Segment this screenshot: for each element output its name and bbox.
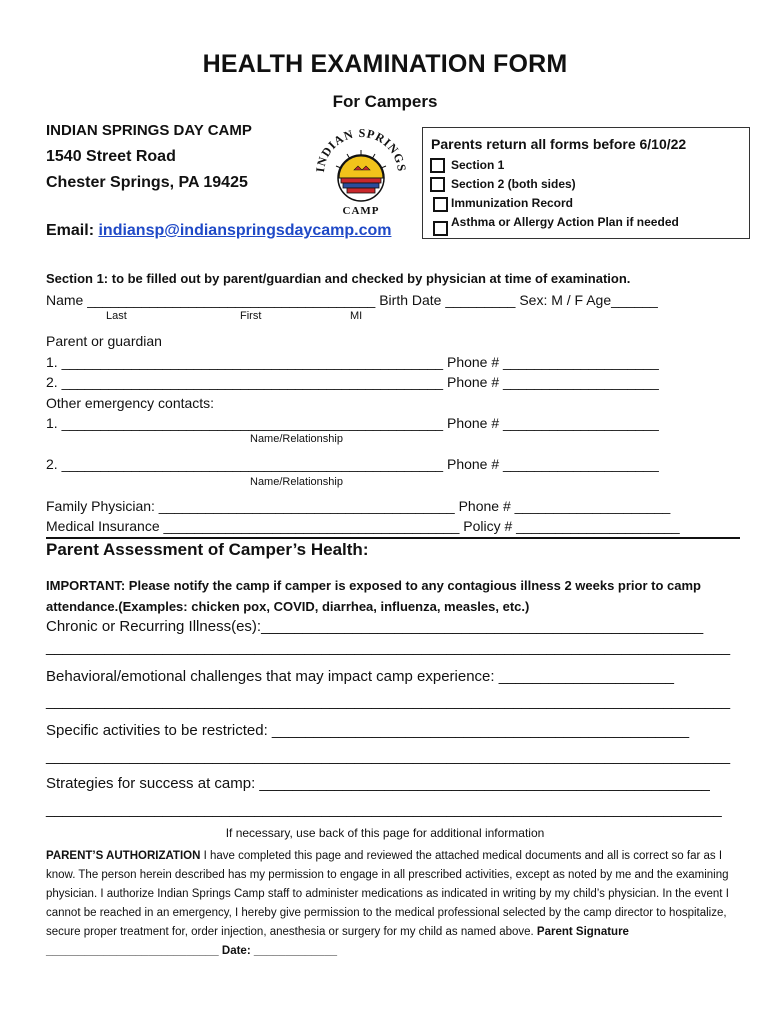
address-line-1: 1540 Street Road xyxy=(46,148,176,165)
additional-info-note: If necessary, use back of this page for additional information xyxy=(225,826,545,840)
camp-name: INDIAN SPRINGS DAY CAMP xyxy=(46,122,252,139)
assessment-heading: Parent Assessment of Camper’s Health: xyxy=(46,540,369,559)
camp-logo xyxy=(314,122,408,222)
parent1-field[interactable]: 1. _________________________________________________ Phone # ____________________ xyxy=(46,354,659,370)
authorization-text: I have completed this page and reviewed the attached medical documents and all is correct so far as I know. The person herein described has my permission to engage in all prescribed activities, except as noted by me and the examining physician. I authorize Indian Springs Camp staff to administer medications as indicated in writing by my child’s physician. In the event I cannot be reached in an emergency, I hereby give permission to the medical professional selected by the camp director to hospitalize, secure proper treatment for, order injection, anesthesia or surgery for my child as named above. xyxy=(46,850,729,938)
contact1-field[interactable]: 1. _________________________________________________ Phone # ____________________ xyxy=(46,415,659,431)
contact2-sublabel: Name/Relationship xyxy=(250,476,343,488)
contact2-field[interactable]: 2. _________________________________________________ Phone # ____________________ xyxy=(46,456,659,472)
immunization-checkbox[interactable] xyxy=(433,197,448,212)
important-notice: IMPORTANT: Please notify the camp if camper is exposed to any contagious illness 2 weeks prior to camp attendance.(Examples: chicken pox, COVID, diarrhea, influenza, measles, etc.) xyxy=(46,578,701,614)
section1-heading: Section 1: to be filled out by parent/guardian and checked by physician at time of examination. xyxy=(46,271,631,286)
email-row xyxy=(46,222,391,240)
strategies-field[interactable]: Strategies for success at camp: ______________________________________________________ xyxy=(46,775,710,792)
form-subtitle: For Campers xyxy=(332,92,438,111)
name-field[interactable]: Name _____________________________________ Birth Date _________ Sex: M / F Age______ xyxy=(46,292,658,308)
section2-checkbox-label: Section 2 (both sides) xyxy=(451,177,576,191)
form-title: HEALTH EXAMINATION FORM xyxy=(202,50,568,78)
camp-logo-graphic xyxy=(314,122,408,222)
section2-checkbox[interactable] xyxy=(430,177,445,192)
chronic-illness-field[interactable]: Chronic or Recurring Illness(es):_____________________________________________________ xyxy=(46,618,704,635)
address-line-2: Chester Springs, PA 19425 xyxy=(46,174,248,191)
return-forms-box xyxy=(422,127,750,239)
svg-text:CAMP: CAMP xyxy=(342,205,380,217)
email-label: Email: xyxy=(46,222,95,239)
section1-checkbox-label: Section 1 xyxy=(451,158,505,172)
name-sublabel-mi: MI xyxy=(350,310,363,322)
parent-guardian-label: Parent or guardian xyxy=(46,333,162,349)
action-plan-checkbox-label: Asthma or Allergy Action Plan if needed xyxy=(451,215,679,229)
name-sublabel-last: Last xyxy=(106,310,127,322)
action-plan-checkbox[interactable] xyxy=(433,221,448,236)
emergency-contacts-label: Other emergency contacts: xyxy=(46,395,215,411)
family-physician-field[interactable]: Family Physician: ______________________________________ Phone # ____________________ xyxy=(46,498,671,514)
authorization-label: PARENT’S AUTHORIZATION xyxy=(46,850,201,862)
return-forms-title: Parents return all forms before 6/10/22 xyxy=(431,136,687,152)
behavioral-field[interactable]: Behavioral/emotional challenges that may impact camp experience: _____________________ xyxy=(46,668,674,685)
svg-text:INDIAN SPRINGS: INDIAN SPRINGS xyxy=(314,125,408,173)
behavioral-line2[interactable]: __________________________________________________________________________________ xyxy=(46,693,731,710)
medical-insurance-field[interactable]: Medical Insurance ______________________________________ Policy # _____________________ xyxy=(46,518,680,534)
email-link[interactable]: indiansp@indianspringsdaycamp.com xyxy=(98,222,392,239)
parent-authorization xyxy=(46,847,730,961)
section-divider xyxy=(46,537,740,539)
contact1-sublabel: Name/Relationship xyxy=(250,433,343,445)
parent2-field[interactable]: 2. _________________________________________________ Phone # ____________________ xyxy=(46,374,659,390)
date-label: Date: xyxy=(221,945,251,957)
chronic-illness-line2[interactable]: __________________________________________________________________________________ xyxy=(46,639,731,656)
immunization-checkbox-label: Immunization Record xyxy=(451,196,574,210)
section1-checkbox[interactable] xyxy=(430,158,445,173)
restricted-activities-line2[interactable]: __________________________________________________________________________________ xyxy=(46,748,731,765)
date-field[interactable]: _____________ xyxy=(250,945,337,957)
restricted-activities-field[interactable]: Specific activities to be restricted: __________________________________________________ xyxy=(46,722,690,739)
signature-label: Parent Signature xyxy=(536,926,629,938)
strategies-line2[interactable]: _________________________________________________________________________________ xyxy=(46,801,722,818)
name-sublabel-first: First xyxy=(240,310,262,322)
signature-field[interactable]: ___________________________ xyxy=(46,945,222,957)
